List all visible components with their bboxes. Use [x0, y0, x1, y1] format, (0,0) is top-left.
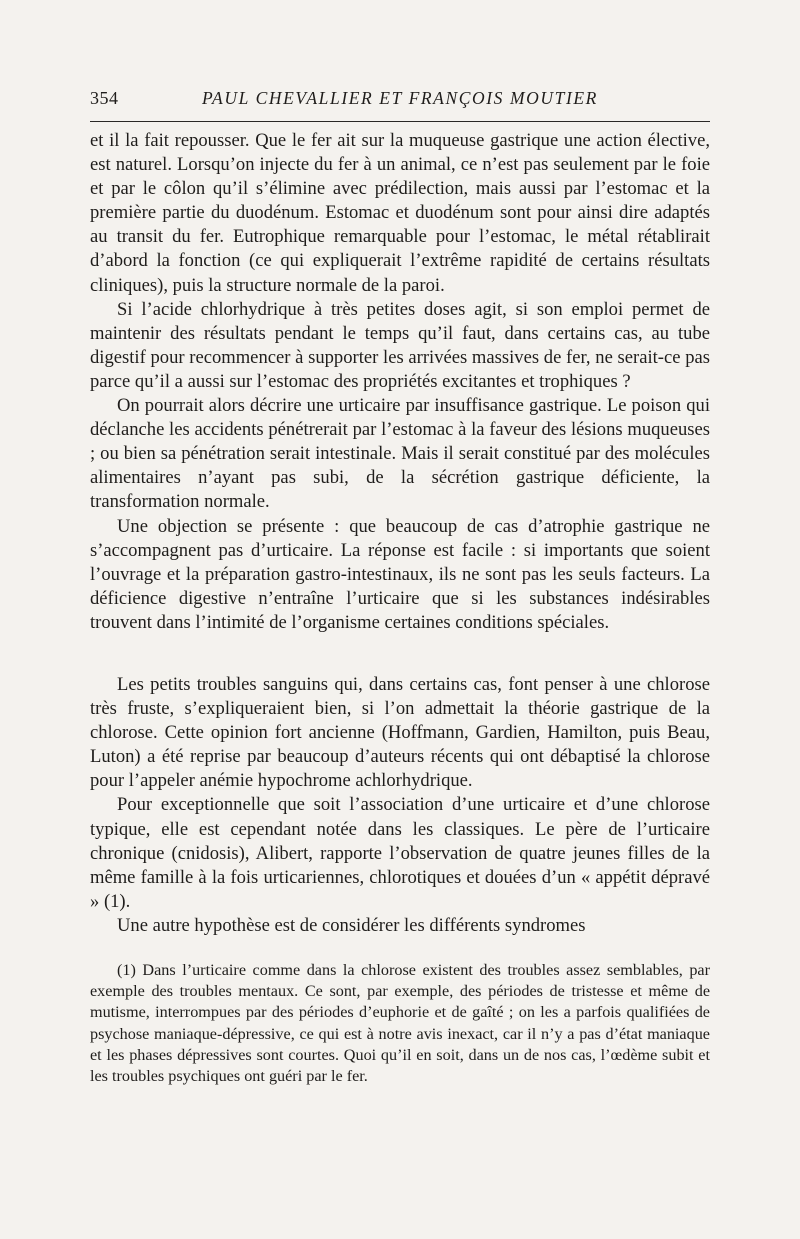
running-head: PAUL CHEVALLIER ET FRANÇOIS MOUTIER [202, 88, 598, 108]
header-rule [90, 121, 710, 122]
paragraph-autre-hypothese: Une autre hypothèse est de considérer les différents syndromes [117, 914, 586, 936]
footnote-text: (1) Dans l’urticaire comme dans la chlorose existent des troubles assez semblables, par exemple des troubles mentaux. Ce sont, par exemple, des périodes de tristesse et même de mutisme, interrompues par des périodes d’euphorie et de gaîté ; on les a parfois qualifiées de psychose maniaque-dépressive, ce qui est à notre avis inexact, car il n’y a pas d’état maniaque et les phases dépressives sont courtes. Quoi qu’il en soit, dans un de nos cas, l’œdème subit et les troubles psychiques ont guéri par le fer. [90, 961, 710, 1086]
paragraph-acide-chlorhydrique: Si l’acide chlorhydrique à très petites doses agit, si son emploi permet de maintenir des résultats pendant le temps qu’il faut, dans certains cas, au tube digestif pour recommencer à supporter les arrivées massives de fer, ne serait-ce pas parce qu’il a aussi sur l’estomac des propriétés excitantes et trophiques ? [90, 298, 710, 392]
paragraph-objection: Une objection se présente : que beaucoup de cas d’atrophie gastrique ne s’accompagnent pas d’urticaire. La réponse est facile : si importants que soient l’ouvrage et la préparation gastro-intestinaux, ils ne sont pas les seuls facteurs. La déficience digestive n’entraîne l’urticaire que si les substances indésirables trouvent dans l’intimité de l’organisme certaines conditions spéciales. [90, 515, 710, 633]
paragraph-insuffisance-gastrique: On pourrait alors décrire une urticaire par insuffisance gastrique. Le poison qui déclanche les accidents pénétrerait par l’estomac à la faveur des lésions muqueuses ; ou bien sa pénétration serait intestinale. Mais il serait constitué par des molécules alimentaires n’ayant pas subi, de la sécrétion gastrique déficiente, la transformation normale. [90, 395, 710, 513]
paragraph-chlorose: Les petits troubles sanguins qui, dans certains cas, font penser à une chlorose très fruste, s’expliqueraient bien, si l’on admettait la théorie gastrique de la chlorose. Cette opinion fort ancienne (Hoffmann, Gardien, Hamilton, puis Beau, Luton) a été reprise par beaucoup d’auteurs récents qui ont débaptisé la chlorose pour l’appeler anémie hypochrome achlorhydrique. [90, 674, 710, 792]
paragraph-alibert: Pour exceptionnelle que soit l’association d’une urticaire et d’une chlorose typique, elle est cependant notée dans les classiques. Le père de l’urticaire chronique (cnidosis), Alibert, rapporte l’observation de quatre jeunes filles de la même famille à la fois urticariennes, chlorotiques et douées d’un « appétit dépravé » (1). [90, 794, 710, 912]
footnote [90, 960, 710, 1087]
page-number: 354 [90, 88, 119, 108]
main-text-block-1 [90, 129, 710, 635]
paragraph-continuation: et il la fait repousser. Que le fer ait sur la muqueuse gastrique une action élective, est naturel. Lorsqu’on injecte du fer à un animal, ce n’est pas seulement par le foie et par le côlon qu’il s’élimine avec prédilection, mais aussi par l’estomac et la première partie du duodénum. Estomac et duodénum sont pour ainsi dire adaptés au transit du fer. Eutrophique remarquable pour l’estomac, le métal rétablirait d’abord la fonction (ce qui expliquerait l’extrême rapidité de certains résultats cliniques), puis la structure normale de la paroi. [90, 130, 710, 296]
main-text-block-2 [90, 673, 710, 938]
page-header [90, 88, 710, 114]
